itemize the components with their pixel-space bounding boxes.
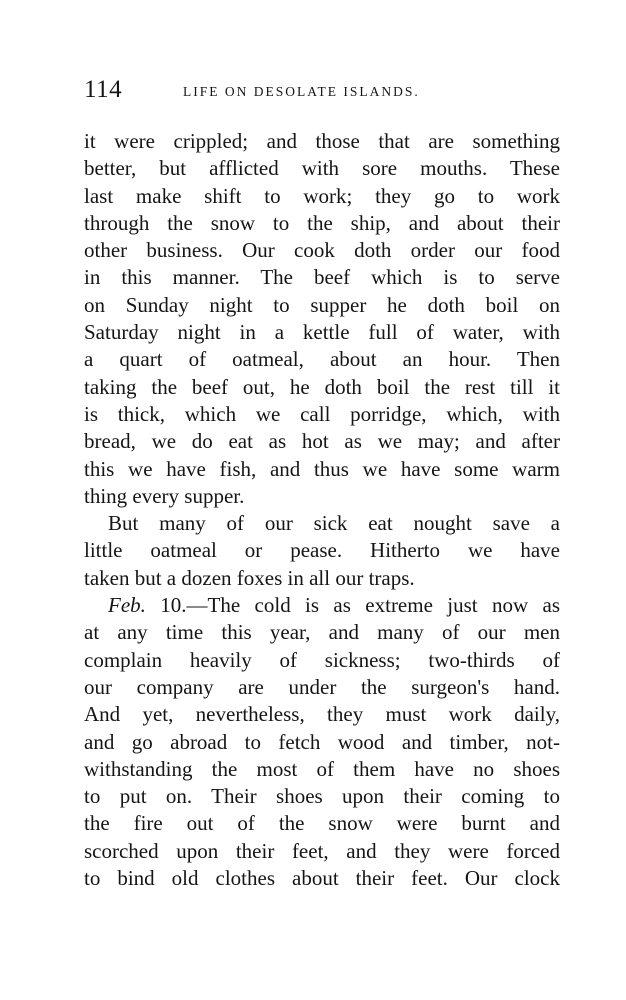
text-line: through the snow to the ship, and about their bbox=[84, 210, 560, 235]
body-text bbox=[84, 128, 560, 892]
text-line: and go abroad to fetch wood and timber, not- bbox=[84, 729, 560, 754]
paragraph bbox=[84, 128, 560, 510]
text-line: other business. Our cook doth order our food bbox=[84, 238, 560, 263]
running-title: LIFE ON DESOLATE ISLANDS. bbox=[183, 84, 420, 99]
text-line: it were crippled; and those that are something bbox=[84, 129, 560, 153]
text-line-rest: 10.—The cold is as extreme just now as bbox=[160, 593, 561, 618]
text-line: thing every supper. bbox=[84, 483, 245, 508]
text-line: our company are under the surgeon's hand. bbox=[84, 674, 560, 699]
text-line: in this manner. The beef which is to serve bbox=[84, 265, 560, 290]
text-line: complain heavily of sickness; two-thirds of bbox=[84, 647, 560, 672]
text-line: a quart of oatmeal, about an hour. Then bbox=[84, 347, 560, 372]
text-line: But many of our sick eat nought save a bbox=[108, 511, 560, 536]
text-line: at any time this year, and many of our men bbox=[84, 620, 560, 645]
text-line: taking the beef out, he doth boil the rest till it bbox=[84, 374, 560, 399]
paragraph bbox=[84, 592, 560, 892]
text-line: to put on. Their shoes upon their coming to bbox=[84, 784, 560, 809]
text-line: withstanding the most of them have no shoes bbox=[84, 756, 560, 781]
page-header bbox=[84, 76, 560, 108]
paragraph bbox=[84, 510, 560, 592]
text-line: taken but a dozen foxes in all our traps. bbox=[84, 565, 415, 590]
text-line: last make shift to work; they go to work bbox=[84, 183, 560, 208]
text-line: this we have fish, and thus we have some warm bbox=[84, 456, 560, 481]
text-line bbox=[84, 592, 560, 619]
text-line: little oatmeal or pease. Hitherto we have bbox=[84, 538, 560, 563]
text-line: Saturday night in a kettle full of water, with bbox=[84, 320, 560, 345]
text-line: scorched upon their feet, and they were forced bbox=[84, 838, 560, 863]
text-line: And yet, nevertheless, they must work daily, bbox=[84, 702, 560, 727]
text-line: better, but afflicted with sore mouths. These bbox=[84, 156, 560, 181]
date-lead: Feb. bbox=[108, 593, 146, 618]
text-line: is thick, which we call porridge, which, with bbox=[84, 401, 560, 426]
text-line: bread, we do eat as hot as we may; and after bbox=[84, 429, 560, 454]
page-number: 114 bbox=[84, 76, 123, 103]
text-line: the fire out of the snow were burnt and bbox=[84, 811, 560, 836]
text-line: to bind old clothes about their feet. Our clock bbox=[84, 866, 560, 891]
text-line: on Sunday night to supper he doth boil on bbox=[84, 292, 560, 317]
